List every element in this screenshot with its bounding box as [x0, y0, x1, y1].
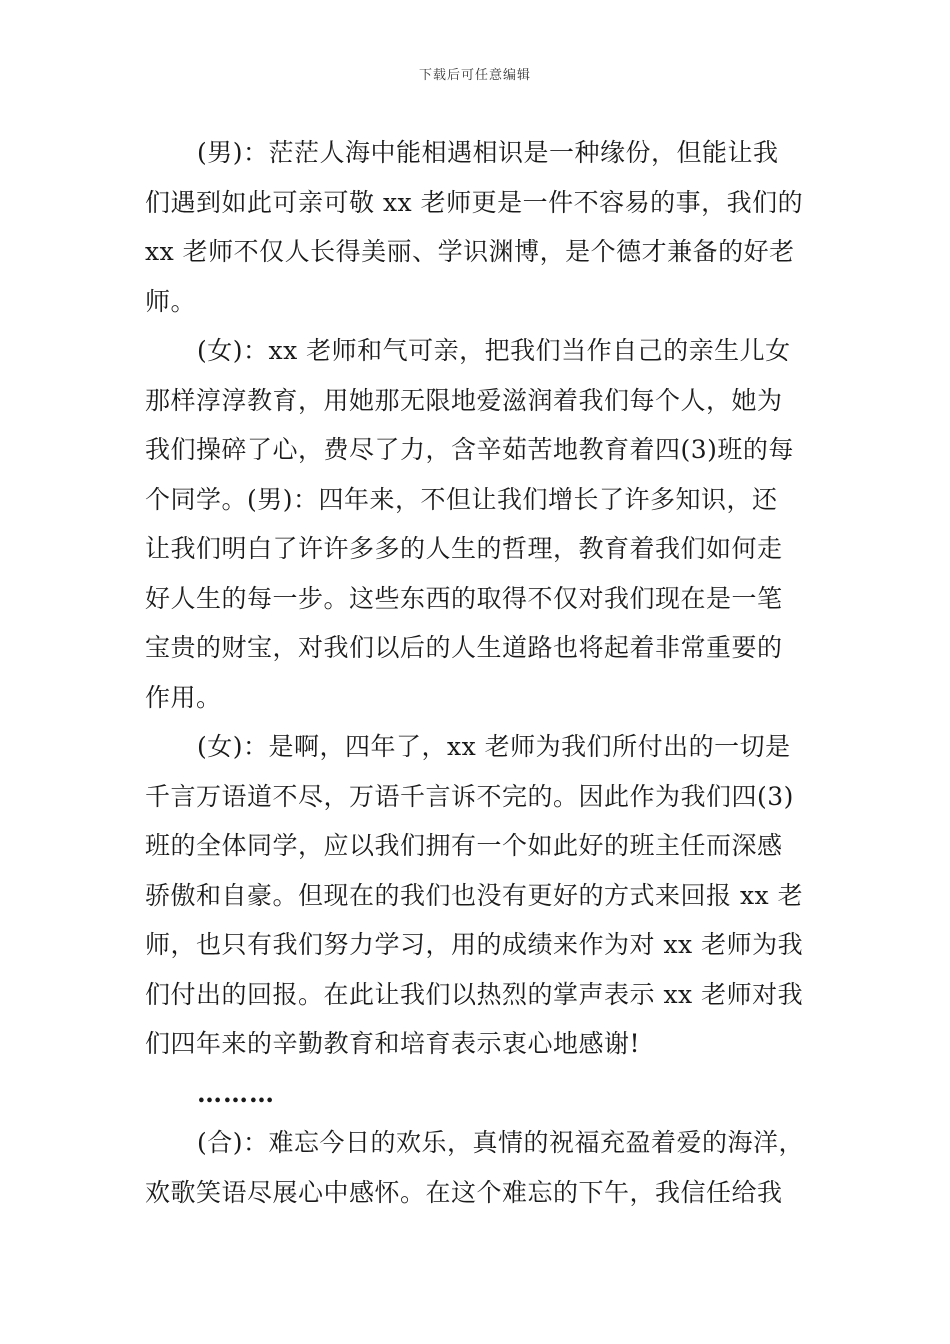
paragraph-line: 宝贵的财宝，对我们以后的人生道路也将起着非常重要的 — [145, 633, 783, 662]
paragraph-line: (女)：xx 老师和气可亲，把我们当作自己的亲生儿女 — [197, 336, 791, 365]
paragraph-line: 让我们明白了许许多多的人生的哲理，教育着我们如何走 — [145, 534, 783, 563]
document-body — [145, 128, 815, 1217]
paragraph-line: 欢歌笑语尽展心中感怀。在这个难忘的下午，我信任给我 — [145, 1177, 783, 1207]
paragraph-line: 我们操碎了心，费尽了力，含辛茹苦地教育着四(3)班的每 — [145, 435, 794, 464]
paragraph-line: 师，也只有我们努力学习，用的成绩来作为对 xx 老师为我 — [145, 930, 804, 959]
paragraph-line: 个同学。(男)：四年来，不但让我们增长了许多知识，还 — [145, 484, 778, 514]
page-header: 下载后可任意编辑 — [418, 68, 531, 83]
paragraph-line: xx 老师不仅人长得美丽、学识渊博，是个德才兼备的好老 — [145, 237, 795, 266]
paragraph-line: 骄傲和自豪。但现在的我们也没有更好的方式来回报 xx 老 — [145, 880, 804, 910]
paragraph-line: 们遇到如此可亲可敬 xx 老师更是一件不容易的事，我们的 — [145, 187, 804, 217]
paragraph-line: 作用。 — [145, 682, 222, 712]
paragraph-line: 那样淳淳教育，用她那无限地爱滋润着我们每个人，她为 — [145, 385, 783, 415]
paragraph-line: (合)：难忘今日的欢乐，真情的祝福充盈着爱的海洋， — [197, 1128, 805, 1157]
paragraph-line: 们付出的回报。在此让我们以热烈的掌声表示 xx 老师对我 — [145, 979, 804, 1009]
paragraph-line: 班的全体同学，应以我们拥有一个如此好的班主任而深感 — [145, 831, 783, 860]
paragraph-line: (女)：是啊，四年了，xx 老师为我们所付出的一切是 — [197, 732, 791, 761]
paragraph-line: 师。 — [145, 286, 197, 316]
paragraph-line: 好人生的每一步。这些东西的取得不仅对我们现在是一笔 — [145, 583, 783, 613]
ellipsis-line: ……… — [197, 1078, 275, 1108]
paragraph-line: (男)：茫茫人海中能相遇相识是一种缘份，但能让我 — [197, 138, 779, 167]
paragraph-line: 们四年来的辛勤教育和培育表示衷心地感谢! — [145, 1029, 641, 1058]
paragraph-line: 千言万语道不尽，万语千言诉不完的。因此作为我们四(3) — [145, 781, 794, 811]
